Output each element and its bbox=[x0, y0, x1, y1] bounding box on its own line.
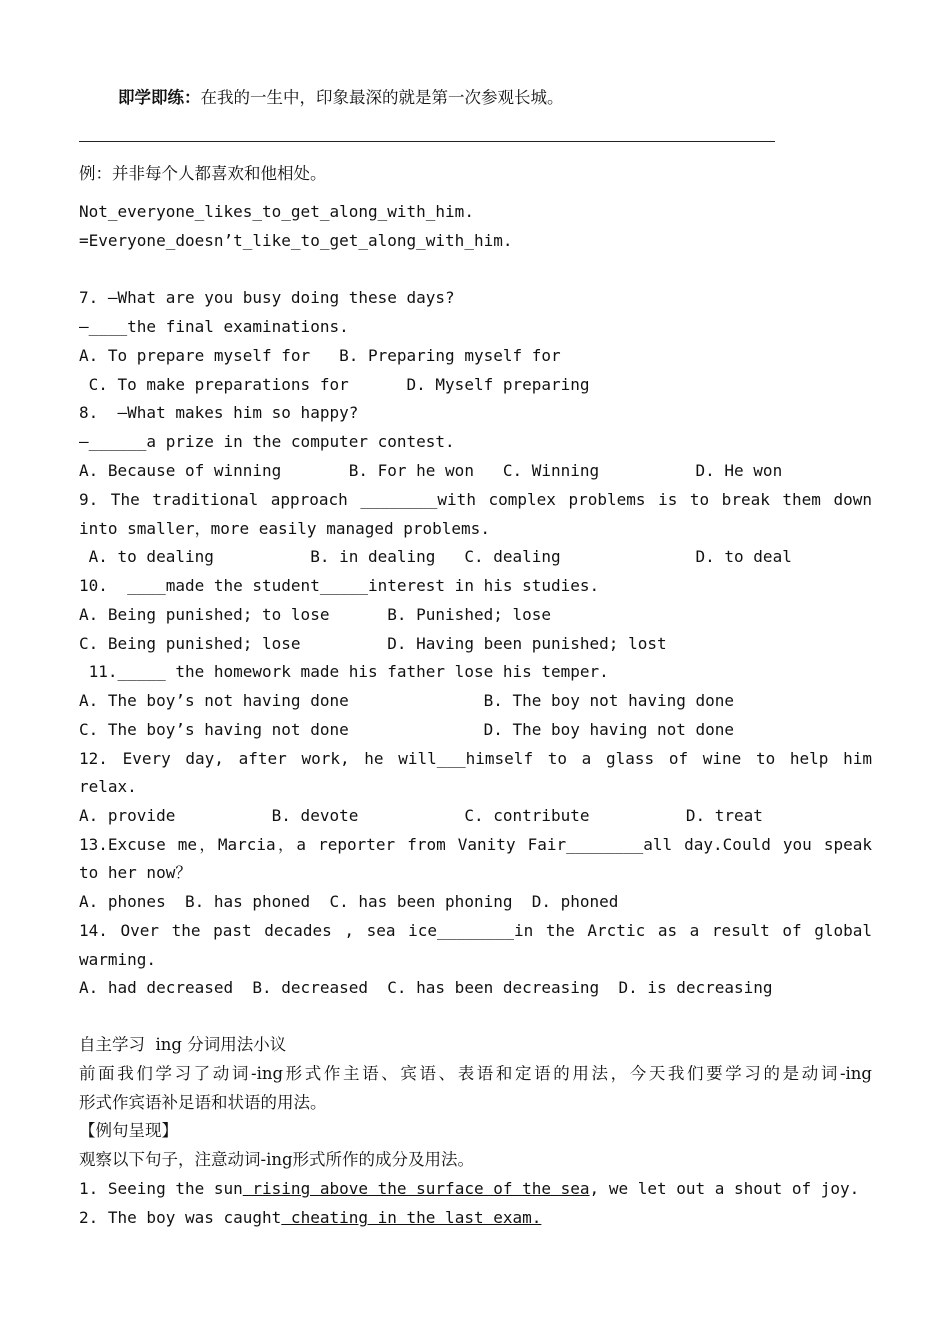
example-sentence-1 bbox=[79, 1175, 872, 1203]
example-sentence-2 bbox=[79, 1204, 872, 1232]
q9-options: A. to dealing B. in dealing C. dealing D. to deal bbox=[79, 547, 792, 566]
q12-options: A. provide B. devote C. contribute D. treat bbox=[79, 806, 763, 825]
q10-options-1: A. Being punished; to lose B. Punished; lose bbox=[79, 605, 552, 624]
q11-stem: 11._____ the homework made his father lose his temper. bbox=[79, 662, 609, 681]
q12-stem-1: 12. Every day, after work, he will___himself to a glass of wine to help him bbox=[79, 749, 872, 768]
q14-stem-1: 14. Over the past decades , sea ice________in the Arctic as a result of global bbox=[79, 921, 872, 940]
example-label: 例：并非每个人都喜欢和他相处。 bbox=[79, 164, 327, 183]
q11-options-1: A. The boy’s not having done B. The boy not having done bbox=[79, 691, 735, 710]
sentence-2-underlined: cheating in the last exam. bbox=[281, 1208, 542, 1227]
q14-options: A. had decreased B. decreased C. has been decreasing D. is decreasing bbox=[79, 978, 773, 997]
study-instruction: 观察以下句子，注意动词-ing形式所作的成分及用法。 bbox=[79, 1150, 475, 1169]
study-title: 自主学习 ing 分词用法小议 bbox=[79, 1035, 287, 1054]
study-intro-2: 形式作宾语补足语和状语的用法。 bbox=[79, 1093, 327, 1112]
example-english-2: =Everyone_doesn’t_like_to_get_along_with_him. bbox=[79, 231, 513, 250]
example-english-1: Not_everyone_likes_to_get_along_with_him. bbox=[79, 202, 474, 221]
q11-options-2: C. The boy’s having not done D. The boy having not done bbox=[79, 720, 735, 739]
exercise-text: 在我的一生中，印象最深的就是第一次参观长城。 bbox=[200, 88, 564, 107]
q9-stem-2: into smaller，more easily managed problems. bbox=[79, 519, 490, 538]
exercise-line bbox=[118, 84, 872, 112]
q10-options-2: C. Being punished; lose D. Having been punished; lost bbox=[79, 634, 667, 653]
q9-stem-1: 9. The traditional approach ________with complex problems is to break them down bbox=[79, 490, 872, 509]
q7-stem: 7. —What are you busy doing these days? bbox=[79, 288, 455, 307]
q13-stem-2: to her now？ bbox=[79, 863, 192, 882]
sentence-1-end: , we let out a shout of joy. bbox=[589, 1179, 860, 1198]
q8-reply: —______a prize in the computer contest. bbox=[79, 432, 455, 451]
q13-stem-1: 13.Excuse me，Marcia，a reporter from Vanity Fair________all day.Could you speak bbox=[79, 835, 872, 854]
study-heading: 【例句呈现】 bbox=[79, 1121, 178, 1140]
answer-rule bbox=[79, 141, 775, 142]
q7-reply: —____the final examinations. bbox=[79, 317, 349, 336]
sentence-2-start: 2. The boy was caught bbox=[79, 1208, 282, 1227]
q13-options: A. phones B. has phoned C. has been phoning D. phoned bbox=[79, 892, 619, 911]
q7-options-2: C. To make preparations for D. Myself preparing bbox=[79, 375, 590, 394]
sentence-1-underlined: rising above the surface of the sea bbox=[242, 1179, 590, 1198]
q8-stem: 8. —What makes him so happy? bbox=[79, 403, 359, 422]
q12-stem-2: relax. bbox=[79, 777, 137, 796]
exercise-label: 即学即练： bbox=[118, 88, 201, 107]
q7-options-1: A. To prepare myself for B. Preparing myself for bbox=[79, 346, 561, 365]
q8-options: A. Because of winning B. For he won C. Winning D. He won bbox=[79, 461, 783, 480]
q10-stem: 10. ____made the student_____interest in his studies. bbox=[79, 576, 600, 595]
sentence-1-start: 1. Seeing the sun bbox=[79, 1179, 243, 1198]
study-intro-1: 前面我们学习了动词-ing形式作主语、宾语、表语和定语的用法，今天我们要学习的是动词-ing bbox=[79, 1064, 872, 1083]
q14-stem-2: warming. bbox=[79, 950, 157, 969]
